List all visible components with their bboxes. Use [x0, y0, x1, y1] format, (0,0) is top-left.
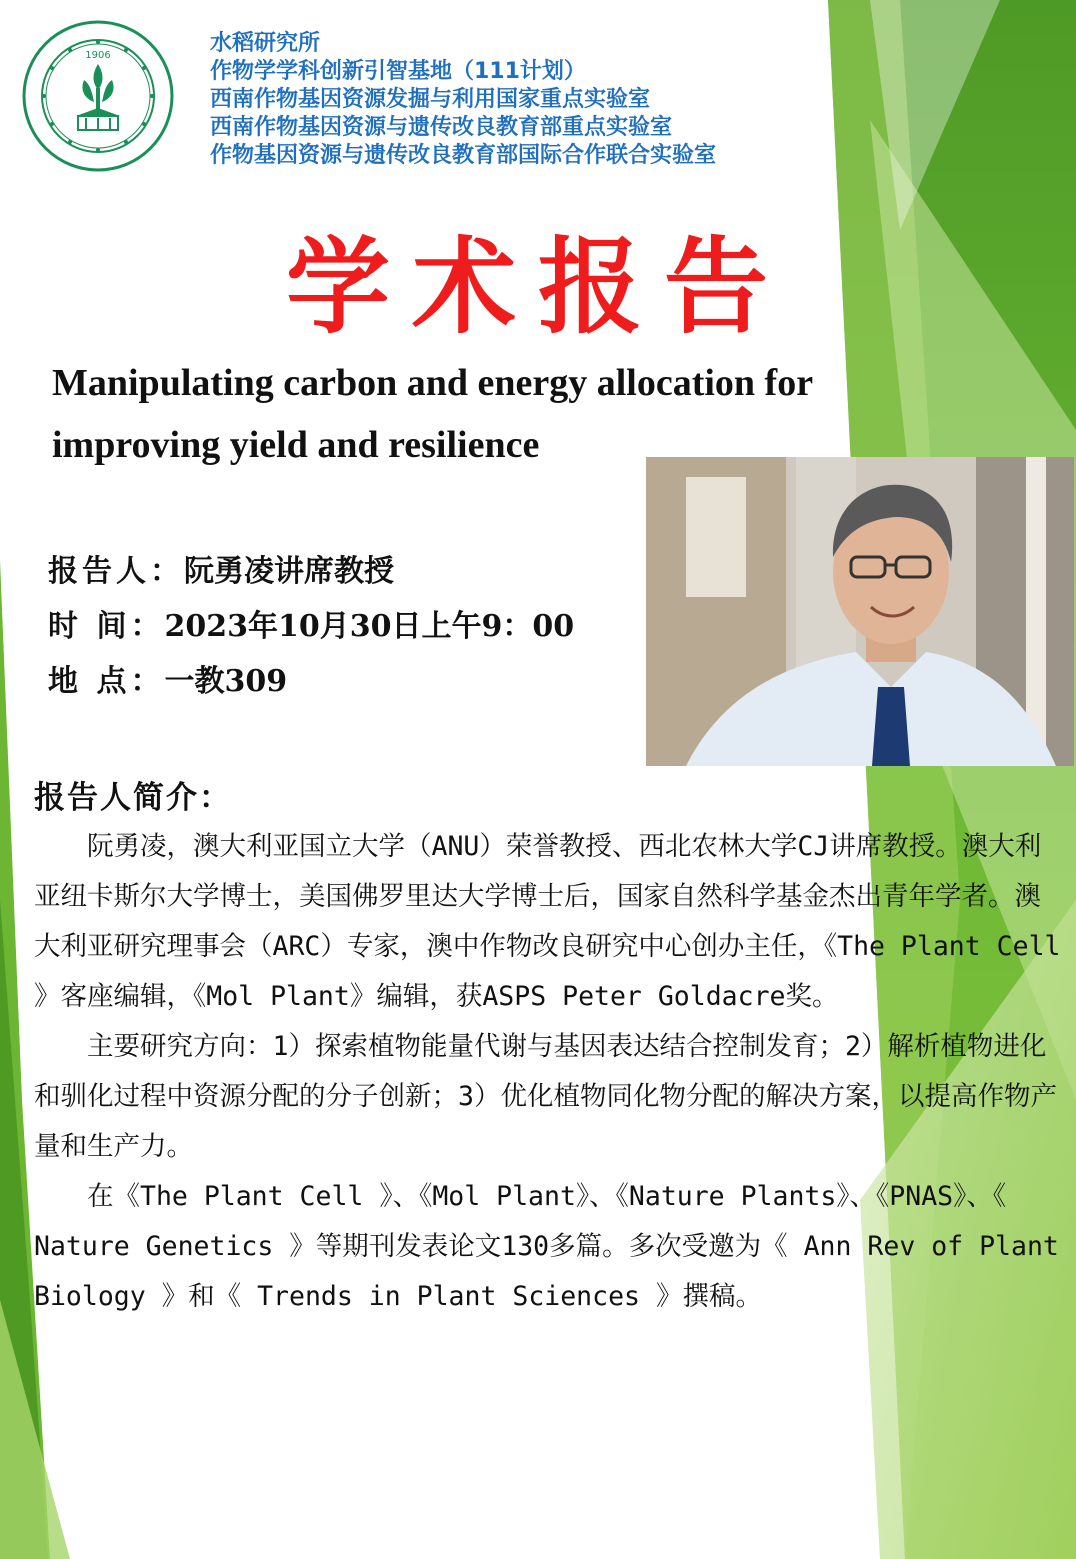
place-label: 地 点：	[48, 664, 165, 699]
main-title: 学术报告	[285, 225, 790, 348]
university-logo	[22, 20, 174, 172]
bio-paragraph: 在《The Plant Cell 》、《Mol Plant》、《Nature Plants》、《PNAS》、《 Nature Genetics 》等期刊发表论文130多篇。多次受邀为《 Ann Rev of Plant Biology 》和《 Trends in Plant Sciences 》撰稿。	[34, 1181, 1059, 1312]
speaker-row	[48, 546, 574, 601]
talk-title: Manipulating carbon and energy allocation for improving yield and resilience	[52, 362, 813, 466]
bio-paragraph: 阮勇凌，澳大利亚国立大学（ANU）荣誉教授、西北农林大学CJ讲席教授。澳大利亚纽卡斯尔大学博士，美国佛罗里达大学博士后，国家自然科学基金杰出青年学者。澳大利亚研究理事会（ARC）专家，澳中作物改良研究中心创办主任，《The Plant Cell 》客座编辑，《Mol Plant》编辑，获ASPS Peter Goldacre奖。	[34, 831, 1061, 1012]
place-row	[48, 656, 574, 711]
bio-heading: 报告人简介：	[34, 780, 232, 816]
speaker-photo	[646, 457, 1074, 766]
time-label: 时 间：	[48, 609, 165, 644]
institution-line: 西南作物基因资源与遗传改良教育部重点实验室	[210, 115, 673, 140]
institution-line: 作物学学科创新引智基地（111计划）	[210, 59, 586, 84]
speaker-name: 阮勇凌讲席教授	[184, 554, 394, 589]
speaker-label: 报告人：	[48, 554, 184, 589]
bio-paragraph: 主要研究方向：1）探索植物能量代谢与基因表达结合控制发育；2）解析植物进化和驯化过程中资源分配的分子创新；3）优化植物同化物分配的解决方案，以提高作物产量和生产力。	[34, 1031, 1057, 1162]
institution-line: 作物基因资源与遗传改良教育部国际合作联合实验室	[210, 143, 717, 168]
talk-info	[48, 546, 574, 711]
bio-text	[34, 822, 1064, 1322]
institution-list	[210, 30, 716, 170]
place-value: 一教309	[164, 664, 288, 699]
institution-line: 水稻研究所	[210, 31, 321, 56]
institution-line: 西南作物基因资源发掘与利用国家重点实验室	[210, 87, 651, 112]
time-row	[48, 601, 574, 656]
time-value: 2023年10月30日上午9：00	[164, 609, 575, 644]
logo-year: 1906	[85, 50, 111, 61]
